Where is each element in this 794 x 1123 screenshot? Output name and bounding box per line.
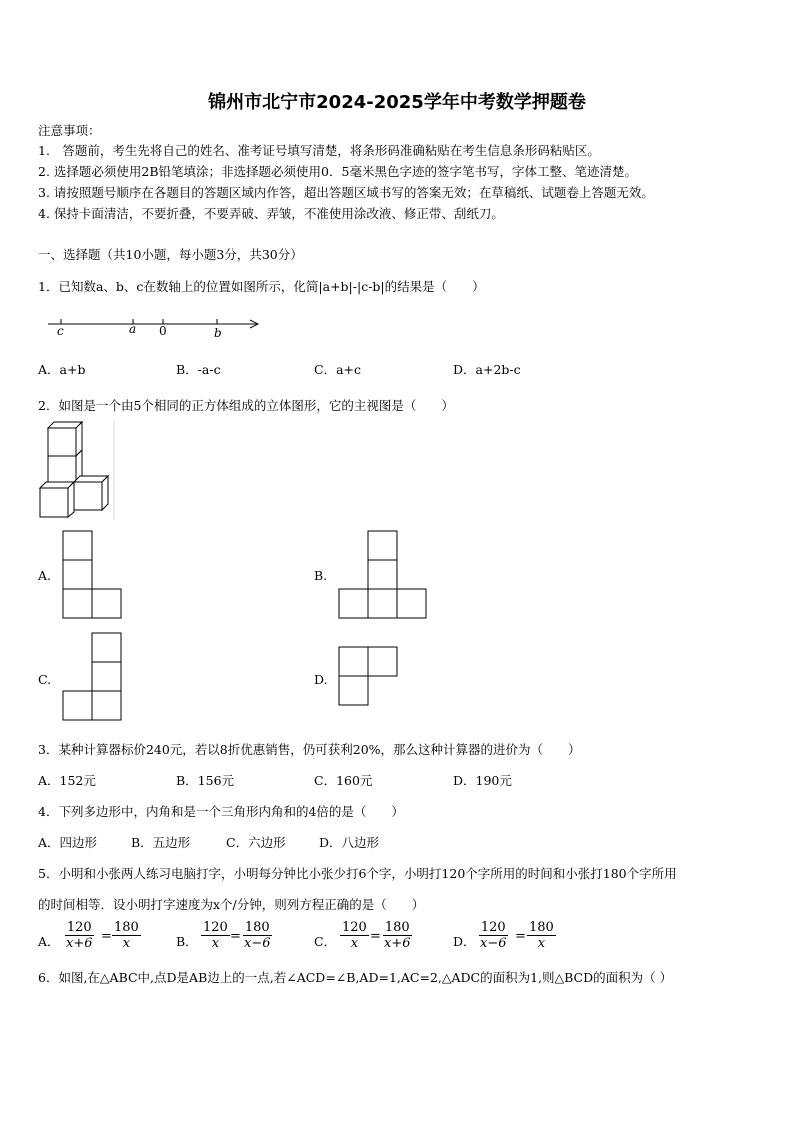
axis-label-zero: 0	[159, 324, 167, 338]
question-5-stem: 5．小明和小张两人练习电脑打字，小明每分钟比小张少打6个字，小明打120个字所用的时间和小张打180个字所用	[38, 866, 677, 881]
cube-stack-figure	[38, 420, 118, 520]
option-b[interactable]: B．-a-c	[176, 362, 221, 377]
notice-heading: 注意事项：	[38, 123, 101, 138]
notice-item: 3. 请按照题号顺序在各题目的答题区域内作答，超出答题区域书写的答案无效；在草稿纸、试题卷上答题无效。	[38, 185, 654, 200]
notice-item: 1. 答题前，考生先将自己的姓名、准考证号填写清楚，将条形码准确粘贴在考生信息条形码粘贴区。	[38, 143, 600, 158]
numerator: 120	[203, 920, 228, 935]
notice-item: 4. 保持卡面清洁，不要折叠，不要弄破、弄皱，不准使用涂改液、修正带、刮纸刀。	[38, 206, 504, 221]
number-line-figure	[45, 312, 265, 342]
option-a[interactable]: A．四边形	[38, 835, 98, 850]
numerator: 180	[244, 920, 270, 935]
option-c-left-fraction	[340, 920, 369, 951]
option-a-left-fraction	[64, 920, 95, 951]
option-b-label[interactable]: B．	[176, 934, 198, 949]
option-a[interactable]: A.	[38, 568, 52, 583]
equals-sign: =	[370, 929, 381, 944]
option-c-label[interactable]: C．	[314, 934, 337, 949]
option-d[interactable]: D．八边形	[319, 835, 380, 850]
axis-label-a: a	[129, 322, 137, 336]
denominator: x+6	[66, 936, 93, 951]
denominator: x	[211, 936, 220, 951]
denominator: x	[122, 936, 131, 951]
question-5-stem: 的时间相等．设小明打字速度为x个/分钟，则列方程正确的是（ ）	[38, 897, 425, 912]
numerator: 180	[114, 920, 139, 935]
section-heading: 一、选择题（共10小题，每小题3分，共30分）	[38, 247, 303, 262]
front-view-a[interactable]	[62, 530, 124, 620]
equals-sign: =	[515, 929, 526, 944]
numerator: 120	[342, 920, 367, 935]
question-1-stem: 1．已知数a、b、c在数轴上的位置如图所示，化简|a+b|-|c-b|的结果是（ ）	[38, 279, 485, 294]
numerator: 180	[529, 920, 554, 935]
option-c[interactable]: C．a+c	[314, 362, 361, 377]
option-d-left-fraction	[478, 920, 509, 951]
option-b[interactable]: B.	[314, 568, 328, 583]
option-c[interactable]: C．六边形	[226, 835, 286, 850]
question-2-stem: 2．如图是一个由5个相同的正方体组成的立体图形，它的主视图是（ ）	[38, 398, 454, 413]
option-a[interactable]: A．152元	[38, 773, 96, 788]
denominator: x−6	[244, 936, 271, 951]
question-4-stem: 4．下列多边形中，内角和是一个三角形内角和的4倍的是（ ）	[38, 804, 404, 819]
page-title: 锦州市北宁市2024-2025学年中考数学押题卷	[208, 92, 586, 113]
denominator: x−6	[480, 936, 507, 951]
equals-sign: =	[101, 929, 112, 944]
option-a[interactable]: A．a+b	[38, 362, 86, 377]
denominator: x	[537, 936, 546, 951]
question-6-stem: 6．如图,在△ABC中,点D是AB边上的一点,若∠ACD=∠B,AD=1,AC=2,△ADC的面积为1,则△BCD的面积为（ ）	[38, 970, 673, 985]
front-view-b[interactable]	[338, 530, 430, 620]
option-b[interactable]: B．五边形	[131, 835, 191, 850]
numerator: 120	[66, 920, 92, 935]
option-a-right-fraction	[112, 920, 141, 951]
option-d-right-fraction	[527, 920, 556, 951]
option-d[interactable]: D．190元	[453, 773, 512, 788]
option-d[interactable]: D.	[314, 672, 328, 687]
axis-label-b: b	[214, 326, 222, 340]
option-d-label[interactable]: D．	[453, 934, 476, 949]
notice-item: 2. 选择题必须使用2B铅笔填涂；非选择题必须使用0．5毫米黑色字迹的签字笔书写，字体工整、笔迹清楚。	[38, 164, 637, 179]
option-c-right-fraction	[382, 920, 413, 951]
option-d[interactable]: D．a+2b-c	[453, 362, 521, 377]
question-3-stem: 3．某种计算器标价240元，若以8折优惠销售，仍可获利20%，那么这种计算器的进价为（ ）	[38, 742, 581, 757]
option-a-label[interactable]: A．	[38, 934, 60, 949]
option-c[interactable]: C．160元	[314, 773, 373, 788]
axis-label-c: c	[57, 324, 64, 338]
option-c[interactable]: C.	[38, 672, 52, 687]
denominator: x	[350, 936, 359, 951]
numerator: 120	[480, 920, 506, 935]
numerator: 180	[384, 920, 410, 935]
option-b-left-fraction	[201, 920, 230, 951]
equals-sign: =	[230, 929, 241, 944]
front-view-d[interactable]	[338, 646, 404, 710]
option-b-right-fraction	[242, 920, 273, 951]
option-b[interactable]: B．156元	[176, 773, 235, 788]
denominator: x+6	[384, 936, 411, 951]
front-view-c[interactable]	[62, 632, 124, 724]
